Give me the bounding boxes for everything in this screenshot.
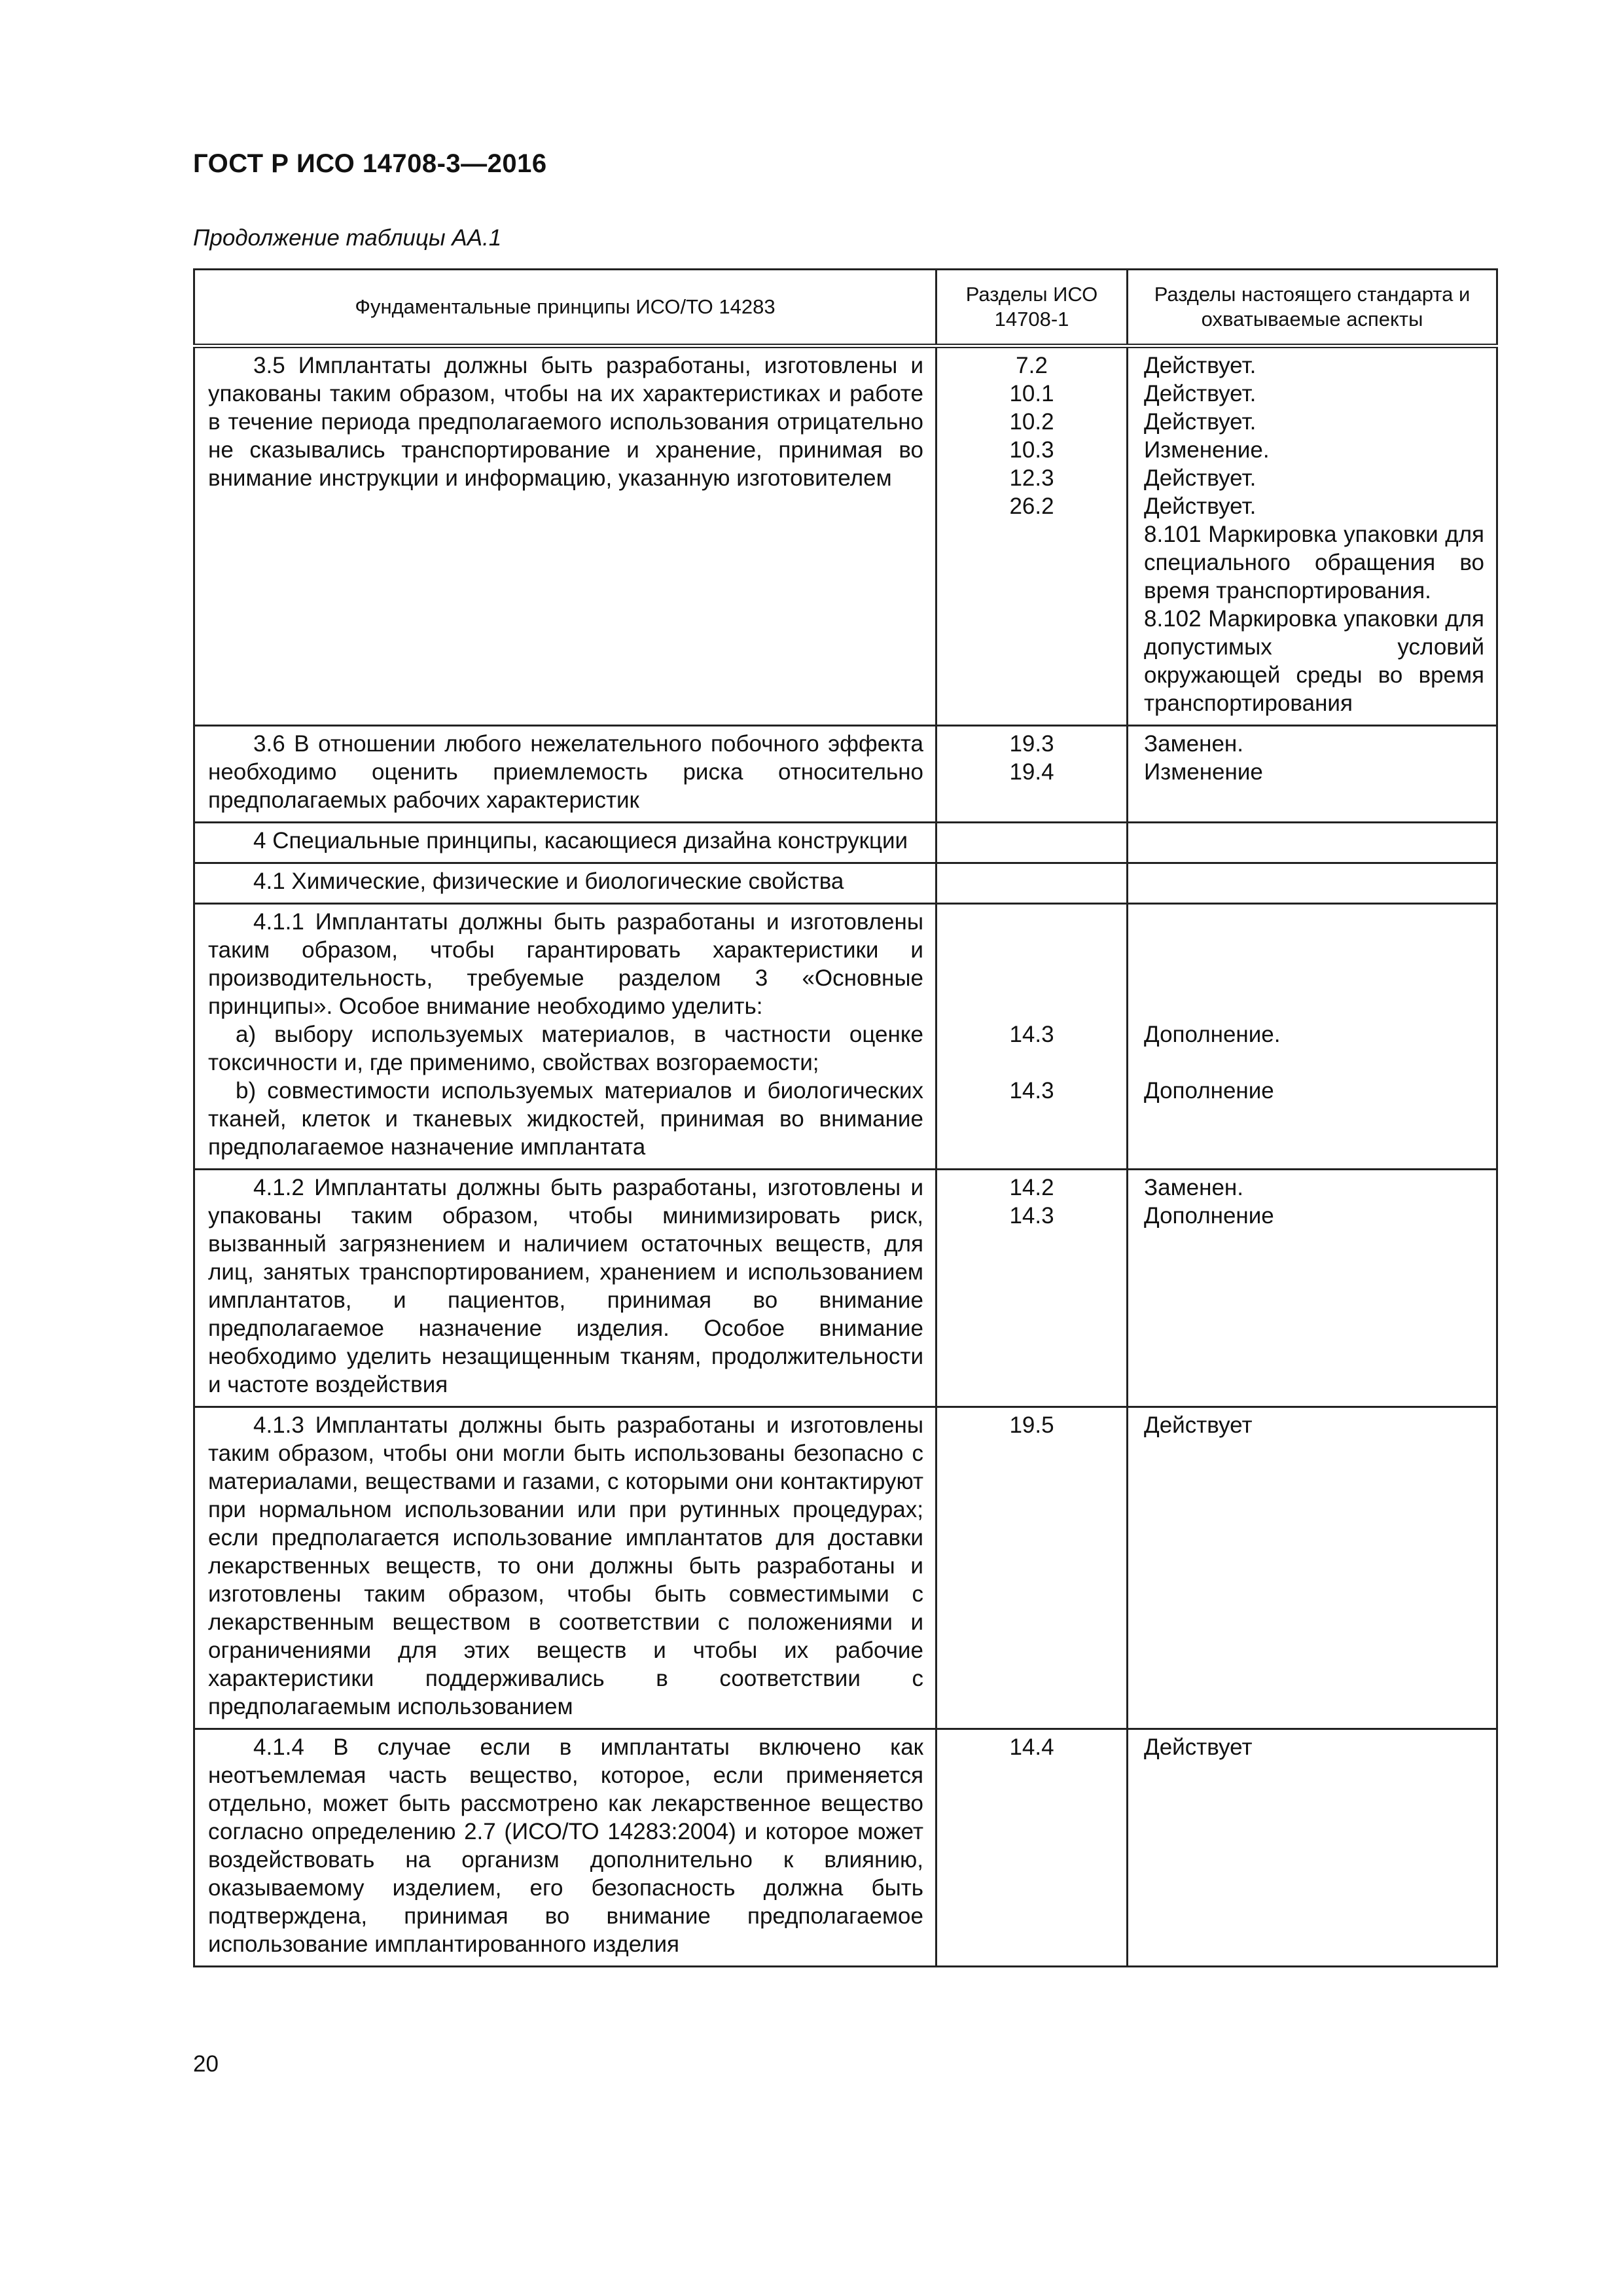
aspect-text: Дополнение. <box>1144 1022 1281 1047</box>
principle-cell <box>194 1729 936 1967</box>
aspect-text: 8.101 Маркировка упаковки для специального обращения во время транспортирования. <box>1144 522 1484 603</box>
principle-cell <box>194 1170 936 1407</box>
section-number: 14.2 <box>1009 1175 1054 1200</box>
aspects-cell <box>1128 1170 1497 1407</box>
aspects-cell <box>1128 904 1497 1170</box>
section-number: 12.3 <box>1009 465 1054 491</box>
aspect-text: Действует <box>1144 1412 1253 1438</box>
principle-text: 4 Специальные принципы, касающиеся дизайна конструкции <box>253 828 908 853</box>
iso-sections-cell <box>936 346 1128 726</box>
iso-sections-cell <box>936 1729 1128 1967</box>
aspect-text: Дополнение <box>1144 1078 1274 1103</box>
aspects-cell <box>1128 823 1497 863</box>
principle-text: 4.1.1 Имплантаты должны быть разработаны и изготовлены таким образом, чтобы гарантировать характеристики и производительность, требуемые разделом 3 «Основные принципы». Особое внимание необходимо уделить: <box>208 909 923 1019</box>
iso-sections-cell <box>936 1170 1128 1407</box>
principle-cell <box>194 863 936 904</box>
aspect-text: Изменение. <box>1144 437 1270 463</box>
table-row <box>194 863 1497 904</box>
aspect-text: Действует. <box>1144 465 1257 491</box>
table-header-row <box>194 270 1497 346</box>
column-header-iso-sections: Разделы ИСО 14708-1 <box>936 270 1128 346</box>
section-number: 10.1 <box>1009 381 1054 406</box>
table-row <box>194 726 1497 823</box>
section-number: 14.4 <box>1009 1734 1054 1760</box>
section-number: 26.2 <box>1009 493 1054 519</box>
section-number: 10.2 <box>1009 409 1054 435</box>
iso-sections-cell <box>936 863 1128 904</box>
principle-item-b: b) совместимости используемых материалов и биологических тканей, клеток и тканевых жидкостей, принимая во внимание предполагаемое назначение имплантата <box>208 1078 923 1160</box>
principle-item-a: а) выбору используемых материалов, в частности оценке токсичности и, где применимо, свойствах возгораемости; <box>208 1022 923 1075</box>
iso-sections-cell <box>936 726 1128 823</box>
principle-text: 4.1 Химические, физические и биологические свойства <box>253 869 844 894</box>
principle-text: 3.5 Имплантаты должны быть разработаны, изготовлены и упакованы таким образом, чтобы на их характеристиках и работе в течение периода предполагаемого использования отрицательно не сказывались транспортирование и хранение, принимая во внимание инструкции и информацию, указанную изготовителем <box>208 353 923 491</box>
document-header: ГОСТ Р ИСО 14708-3—2016 <box>193 149 547 178</box>
table-row <box>194 1407 1497 1729</box>
aspects-cell <box>1128 346 1497 726</box>
principle-cell <box>194 1407 936 1729</box>
aspect-text: Заменен. <box>1144 731 1243 757</box>
table-row <box>194 823 1497 863</box>
section-number: 19.5 <box>1009 1412 1054 1438</box>
principle-cell <box>194 726 936 823</box>
section-number: 19.4 <box>1009 759 1054 785</box>
aspect-text: Действует. <box>1144 409 1257 435</box>
principle-text: 4.1.4 В случае если в имплантаты включено как неотъемлемая часть вещество, которое, если применяется отдельно, может быть рассмотрено как лекарственное вещество согласно определению 2.7 (ИСО/ТО 14283:2004) и которое может воздействовать на организм дополнительно к влиянию, оказываемому изделием, его безопасность должна быть подтверждена, принимая во внимание предполагаемое использование имплантированного изделия <box>208 1734 923 1957</box>
section-number: 7.2 <box>1016 353 1048 378</box>
aspect-text: Изменение <box>1144 759 1263 785</box>
principle-text: 3.6 В отношении любого нежелательного побочного эффекта необходимо оценить приемлемость риска относительно предполагаемых рабочих характеристик <box>208 731 923 813</box>
column-header-principles: Фундаментальные принципы ИСО/ТО 14283 <box>194 270 936 346</box>
iso-sections-cell <box>936 1407 1128 1729</box>
table-row <box>194 1729 1497 1967</box>
principle-cell <box>194 904 936 1170</box>
aspect-text: Дополнение <box>1144 1203 1274 1229</box>
aspect-text: Действует. <box>1144 353 1257 378</box>
iso-sections-cell <box>936 904 1128 1170</box>
aspect-text: Действует <box>1144 1734 1253 1760</box>
compliance-table <box>193 268 1498 1967</box>
table-row <box>194 1170 1497 1407</box>
principle-cell <box>194 346 936 726</box>
page-number: 20 <box>193 2051 219 2077</box>
aspects-cell <box>1128 726 1497 823</box>
aspect-text: Заменен. <box>1144 1175 1243 1200</box>
aspect-text: Действует. <box>1144 381 1257 406</box>
iso-sections-cell <box>936 823 1128 863</box>
column-header-standard-sections: Разделы настоящего стандарта и охватываемые аспекты <box>1128 270 1497 346</box>
aspects-cell <box>1128 1407 1497 1729</box>
table-row <box>194 904 1497 1170</box>
principle-text: 4.1.3 Имплантаты должны быть разработаны и изготовлены таким образом, чтобы они могли быть использованы безопасно с материалами, веществами и газами, с которыми они контактируют при нормальном использовании или при рутинных процедурах; если предполагается использование имплантатов для доставки лекарственных веществ, то они должны быть разработаны и изготовлены таким образом, чтобы быть совместимыми с лекарственным веществом в соответствии с положениями и ограничениями для этих веществ и чтобы их рабочие характеристики поддерживались в соответствии с предполагаемым использованием <box>208 1412 923 1719</box>
aspects-cell <box>1128 863 1497 904</box>
section-number: 14.3 <box>1009 1203 1054 1229</box>
principle-text: 4.1.2 Имплантаты должны быть разработаны, изготовлены и упакованы таким образом, чтобы минимизировать риск, вызванный загрязнением и наличием остаточных веществ, для лиц, занятых транспортированием, хранением и использованием имплантатов, и пациентов, принимая во внимание предполагаемое назначение изделия. Особое внимание необходимо уделить незащищенным тканям, продолжительности и частоте воздействия <box>208 1175 923 1397</box>
aspect-text: 8.102 Маркировка упаковки для допустимых условий окружающей среды во время транспортирования <box>1144 606 1484 716</box>
table-row <box>194 346 1497 726</box>
section-number: 10.3 <box>1009 437 1054 463</box>
principle-cell <box>194 823 936 863</box>
section-number: 14.3 <box>1009 1022 1054 1047</box>
section-number: 14.3 <box>1009 1078 1054 1103</box>
aspects-cell <box>1128 1729 1497 1967</box>
aspect-text: Действует. <box>1144 493 1257 519</box>
section-number: 19.3 <box>1009 731 1054 757</box>
table-caption: Продолжение таблицы АА.1 <box>193 225 502 251</box>
